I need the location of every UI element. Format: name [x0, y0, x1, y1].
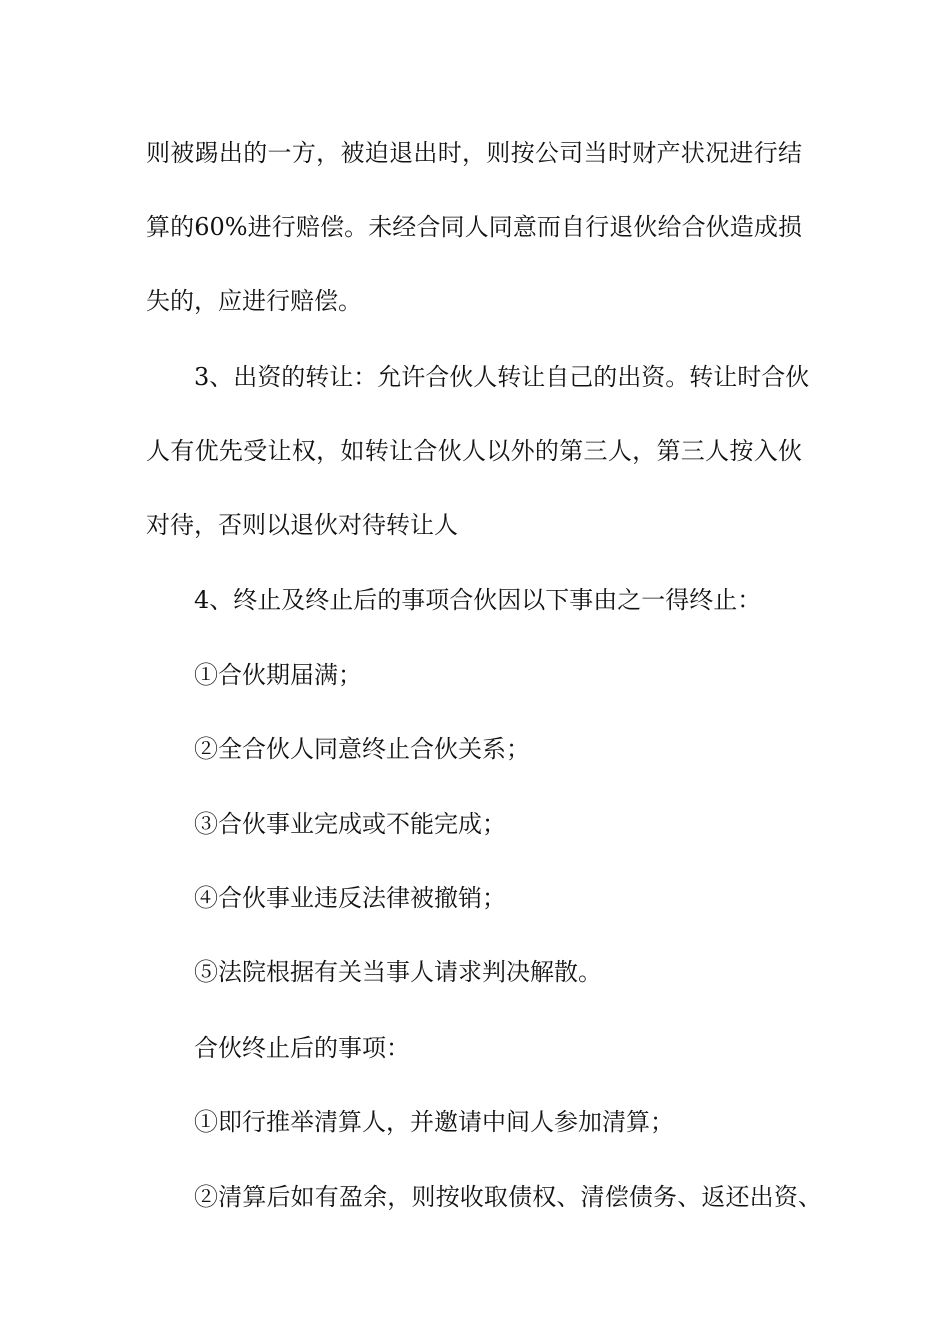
- text-line: 则被踢出的一方，被迫退出时，则按公司当时财产状况进行结: [146, 139, 802, 167]
- list-item: ②清算后如有盈余，则按收取债权、清偿债务、返还出资、: [194, 1183, 822, 1211]
- list-item: ③合伙事业完成或不能完成；: [194, 810, 506, 838]
- text-line: 对待，否则以退伙对待转让人: [146, 511, 458, 539]
- list-item: ②全合伙人同意终止合伙关系；: [194, 735, 530, 763]
- section-heading: 合伙终止后的事项：: [194, 1034, 410, 1062]
- text-line: 人有优先受让权，如转让合伙人以外的第三人，第三人按入伙: [146, 437, 802, 465]
- list-item: ④合伙事业违反法律被撤销；: [194, 884, 506, 912]
- list-item: ①合伙期届满；: [194, 661, 362, 689]
- text-line: 4、终止及终止后的事项合伙因以下事由之一得终止：: [194, 586, 762, 614]
- list-item: ①即行推举清算人，并邀请中间人参加清算；: [194, 1108, 674, 1136]
- text-line: 算的60%进行赔偿。未经合同人同意而自行退伙给合伙造成损: [146, 213, 802, 241]
- list-item: ⑤法院根据有关当事人请求判决解散。: [194, 958, 602, 986]
- text-line: 失的，应进行赔偿。: [146, 287, 362, 315]
- text-line: 3、出资的转让：允许合伙人转让自己的出资。转让时合伙: [194, 363, 810, 391]
